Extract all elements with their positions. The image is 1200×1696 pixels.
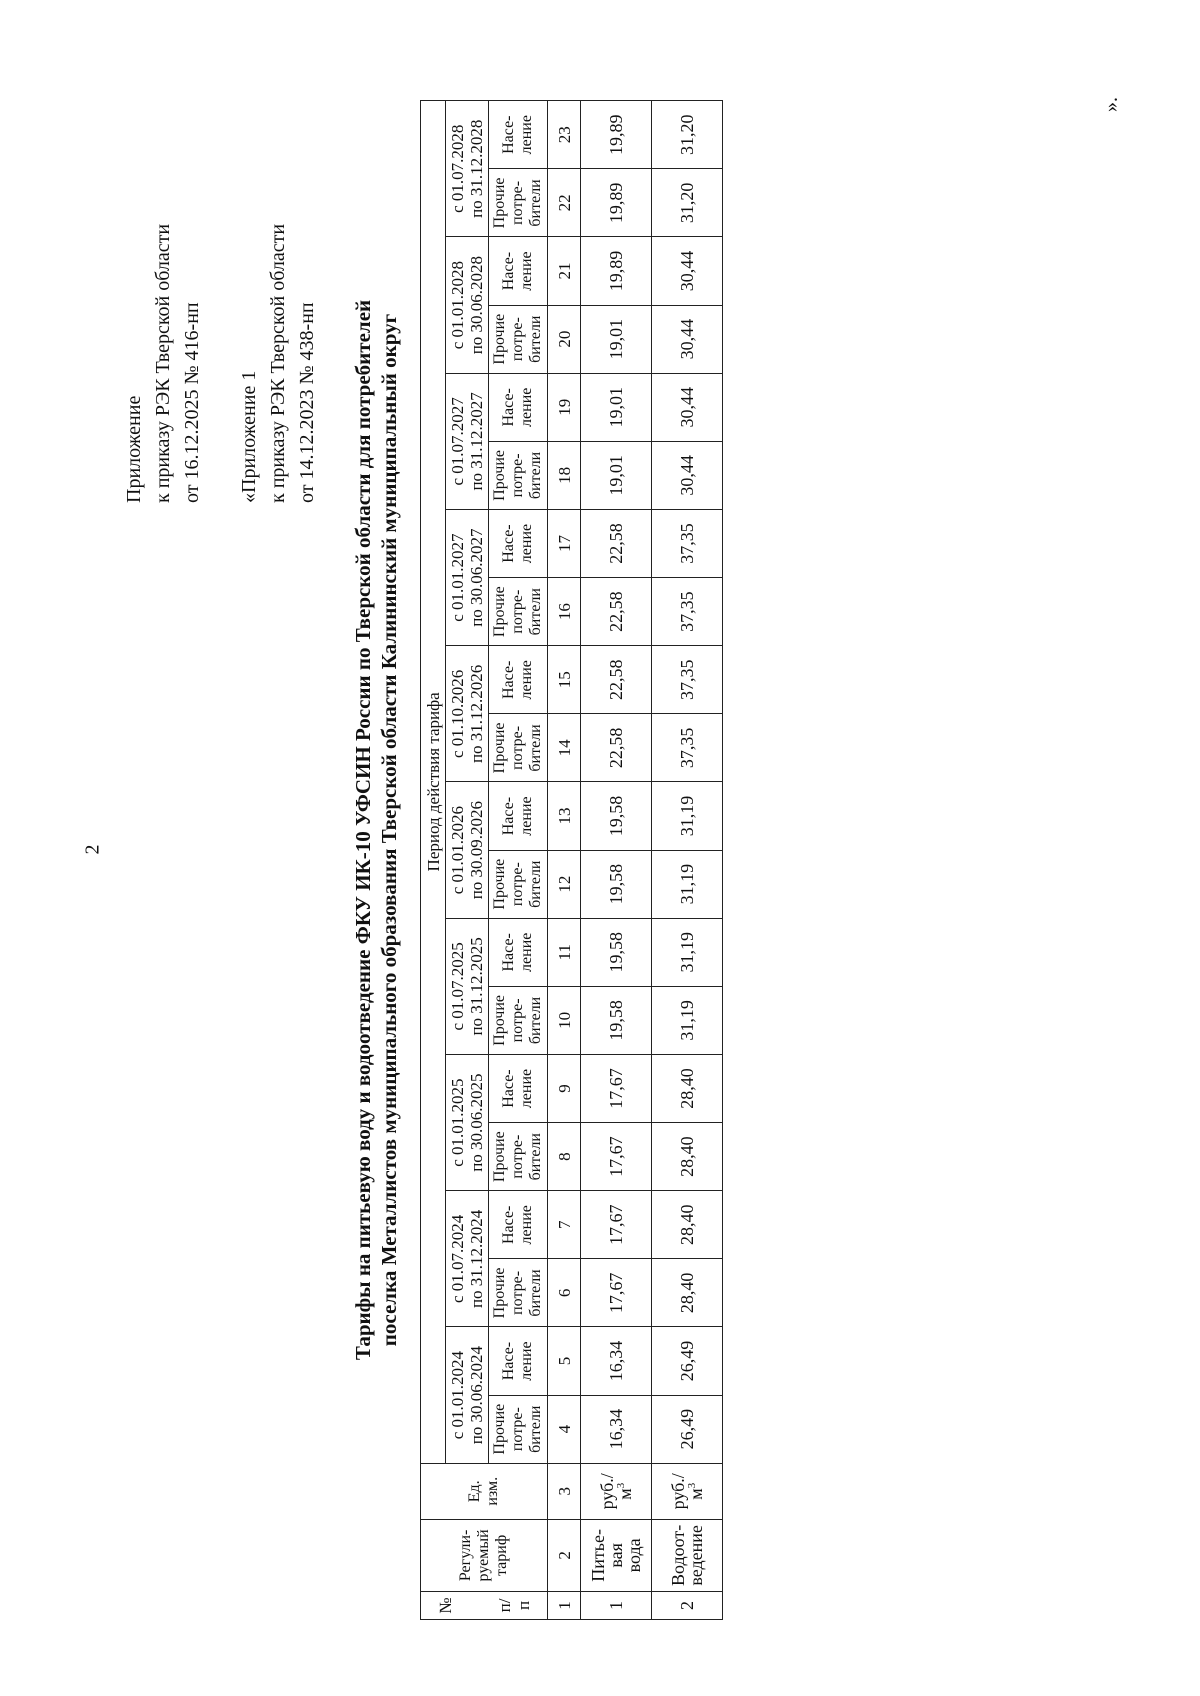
tariff-value: 37,35 xyxy=(652,714,723,782)
tariff-value: 30,44 xyxy=(652,441,723,509)
period-dates: с 01.01.2025 по 30.06.2025 xyxy=(446,1054,489,1190)
approval-block-current xyxy=(120,224,207,503)
tariff-value: 17,67 xyxy=(581,1123,652,1191)
tariff-value: 19,58 xyxy=(581,782,652,850)
column-number-row xyxy=(548,101,581,1620)
tariff-value: 37,35 xyxy=(652,509,723,577)
column-number: 8 xyxy=(548,1123,581,1191)
period-dates: с 01.10.2026 по 31.12.2026 xyxy=(446,646,489,782)
header-number: № п/ п xyxy=(421,1591,548,1619)
unit-cell: руб./ $м^3$ xyxy=(652,1463,723,1519)
tariff-value: 17,67 xyxy=(581,1054,652,1122)
column-number: 18 xyxy=(548,441,581,509)
period-dates: с 01.01.2028 по 30.06.2028 xyxy=(446,237,489,373)
tariff-value: 17,67 xyxy=(581,1191,652,1259)
tariff-name: Водоот- ведение xyxy=(652,1519,723,1591)
row-number: 2 xyxy=(652,1591,723,1619)
header-population: Насе- ление xyxy=(489,1327,548,1395)
tariff-value: 17,67 xyxy=(581,1259,652,1327)
document-sheet xyxy=(100,70,1140,1630)
tariff-value: 19,89 xyxy=(581,169,652,237)
header-other-consumers: Прочие потре- бители xyxy=(489,1259,548,1327)
header-other-consumers: Прочие потре- бители xyxy=(489,305,548,373)
title-line-2: поселка Металлистов муниципального образования Тверской области Калининский муниципальный округ xyxy=(377,313,401,1347)
tariff-value: 28,40 xyxy=(652,1191,723,1259)
period-dates: с 01.07.2028 по 31.12.2028 xyxy=(446,101,489,237)
tariff-value: 19,89 xyxy=(581,237,652,305)
approval-line: к приказу РЭК Тверской области xyxy=(152,223,174,503)
column-number: 6 xyxy=(548,1259,581,1327)
period-dates: с 01.01.2027 по 30.06.2027 xyxy=(446,509,489,645)
unit-cell: руб./ $м^3$ xyxy=(581,1463,652,1519)
column-number: 9 xyxy=(548,1054,581,1122)
tariff-value: 30,44 xyxy=(652,305,723,373)
header-other-consumers: Прочие потре- бители xyxy=(489,986,548,1054)
header-other-consumers: Прочие потре- бители xyxy=(489,441,548,509)
column-number: 10 xyxy=(548,986,581,1054)
column-number: 14 xyxy=(548,714,581,782)
table-row xyxy=(581,101,652,1620)
tariff-value: 19,89 xyxy=(581,101,652,169)
tariff-value: 31,20 xyxy=(652,169,723,237)
header-other-consumers: Прочие потре- бители xyxy=(489,1395,548,1463)
header-population: Насе- ление xyxy=(489,101,548,169)
tariff-table xyxy=(420,100,723,1620)
column-number: 5 xyxy=(548,1327,581,1395)
tariff-value: 19,01 xyxy=(581,441,652,509)
tariff-value: 31,19 xyxy=(652,850,723,918)
tariff-value: 22,58 xyxy=(581,578,652,646)
header-tariff: Регули- руемый тариф xyxy=(421,1519,548,1591)
header-population: Насе- ление xyxy=(489,237,548,305)
column-number: 19 xyxy=(548,373,581,441)
header-population: Насе- ление xyxy=(489,646,548,714)
document-title xyxy=(350,130,402,1530)
header-row-dates xyxy=(446,101,489,1620)
header-other-consumers: Прочие потре- бители xyxy=(489,1123,548,1191)
row-number: 1 xyxy=(581,1591,652,1619)
column-number: 12 xyxy=(548,850,581,918)
tariff-value: 28,40 xyxy=(652,1054,723,1122)
tariff-value: 31,19 xyxy=(652,782,723,850)
approval-line: Приложение xyxy=(123,395,145,503)
header-population: Насе- ление xyxy=(489,373,548,441)
column-number: 3 xyxy=(548,1463,581,1519)
period-dates: с 01.01.2026 по 30.09.2026 xyxy=(446,782,489,918)
tariff-value: 28,40 xyxy=(652,1259,723,1327)
column-number: 11 xyxy=(548,918,581,986)
tariff-value: 30,44 xyxy=(652,373,723,441)
tariff-value: 28,40 xyxy=(652,1123,723,1191)
tariff-value: 22,58 xyxy=(581,646,652,714)
tariff-value: 19,01 xyxy=(581,305,652,373)
tariff-value: 37,35 xyxy=(652,646,723,714)
header-population: Насе- ление xyxy=(489,918,548,986)
tariff-value: 26,49 xyxy=(652,1327,723,1395)
period-dates: с 01.07.2024 по 31.12.2024 xyxy=(446,1191,489,1327)
header-unit: Ед. изм. xyxy=(421,1463,548,1519)
page-number: 2 xyxy=(81,844,104,855)
approval-line: к приказу РЭК Тверской области xyxy=(267,223,289,503)
period-dates: с 01.07.2025 по 31.12.2025 xyxy=(446,918,489,1054)
column-number: 13 xyxy=(548,782,581,850)
tariff-name: Питье- вая вода xyxy=(581,1519,652,1591)
header-population: Насе- ление xyxy=(489,1054,548,1122)
approval-line: от 16.12.2025 № 416-нп xyxy=(181,302,203,503)
column-number: 1 xyxy=(548,1591,581,1619)
tariff-value: 31,19 xyxy=(652,986,723,1054)
tariff-value: 19,01 xyxy=(581,373,652,441)
header-population: Насе- ление xyxy=(489,509,548,577)
period-dates: с 01.01.2024 по 30.06.2024 xyxy=(446,1327,489,1463)
tariff-value: 26,49 xyxy=(652,1395,723,1463)
header-other-consumers: Прочие потре- бители xyxy=(489,714,548,782)
tariff-value: 30,44 xyxy=(652,237,723,305)
header-population: Насе- ление xyxy=(489,1191,548,1259)
title-line-1: Тарифы на питьевую воду и водоотведение ФКУ ИК-10 УФСИН России по Тверской области для потребителей xyxy=(351,299,375,1361)
period-dates: с 01.07.2027 по 31.12.2027 xyxy=(446,373,489,509)
header-row-consumers xyxy=(489,101,548,1620)
column-number: 15 xyxy=(548,646,581,714)
header-period: Период действия тарифа xyxy=(421,101,446,1464)
column-number: 23 xyxy=(548,101,581,169)
closing-mark: ». xyxy=(1100,97,1122,112)
tariff-value: 31,19 xyxy=(652,918,723,986)
tariff-value: 31,20 xyxy=(652,101,723,169)
tariff-value: 16,34 xyxy=(581,1395,652,1463)
table-row xyxy=(652,101,723,1620)
column-number: 2 xyxy=(548,1519,581,1591)
tariff-value: 22,58 xyxy=(581,509,652,577)
column-number: 22 xyxy=(548,169,581,237)
column-number: 21 xyxy=(548,237,581,305)
column-number: 17 xyxy=(548,509,581,577)
tariff-value: 16,34 xyxy=(581,1327,652,1395)
tariff-value: 19,58 xyxy=(581,850,652,918)
tariff-value: 19,58 xyxy=(581,986,652,1054)
tariff-value: 37,35 xyxy=(652,578,723,646)
header-other-consumers: Прочие потре- бители xyxy=(489,578,548,646)
header-row-period xyxy=(421,101,446,1620)
column-number: 16 xyxy=(548,578,581,646)
approval-line: от 14.12.2023 № 438-нп xyxy=(296,302,318,503)
tariff-value: 19,58 xyxy=(581,918,652,986)
tariff-value: 22,58 xyxy=(581,714,652,782)
header-other-consumers: Прочие потре- бители xyxy=(489,169,548,237)
header-population: Насе- ление xyxy=(489,782,548,850)
approval-line: «Приложение 1 xyxy=(238,370,260,503)
column-number: 4 xyxy=(548,1395,581,1463)
column-number: 20 xyxy=(548,305,581,373)
column-number: 7 xyxy=(548,1191,581,1259)
approval-block-previous xyxy=(235,224,322,503)
header-other-consumers: Прочие потре- бители xyxy=(489,850,548,918)
